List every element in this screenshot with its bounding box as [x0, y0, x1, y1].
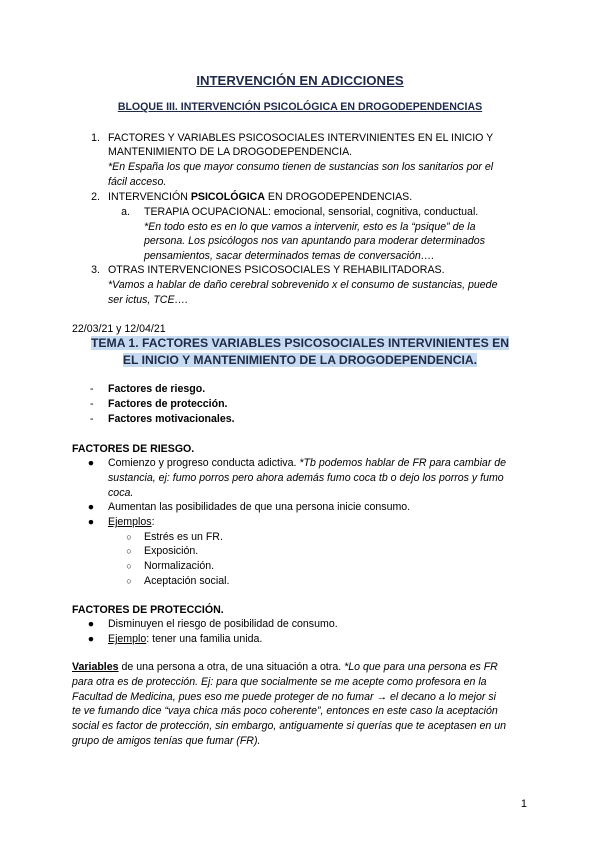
outline-item-3-note1: *Vamos a hablar de daño cerebral sobrevenido x el consumo de sustancias, puede	[108, 279, 498, 291]
outline-item-1-note1: *En España los que mayor consumo tienen de sustancias son los sanitarios por el	[108, 161, 494, 173]
proteccion-example-label: Ejemplo	[108, 633, 147, 645]
circle-bullet-icon: ○	[126, 532, 132, 542]
outline-sub-letter: a.	[121, 206, 130, 218]
variables-label: Variables	[72, 661, 119, 673]
outline-number-1: 1.	[91, 132, 100, 144]
variables-line1	[72, 660, 498, 675]
variables-line2: para otra es de protección. Ej: para que socialmente se me acepte como profesora en la	[72, 676, 487, 688]
riesgo-b1-text: Comienzo y progreso conducta adictiva.	[108, 457, 300, 469]
date-label: 22/03/21 y 12/04/21	[72, 323, 166, 335]
dash-marker: -	[90, 398, 94, 410]
outline-item-3-line1: OTRAS INTERVENCIONES PSICOSOCIALES Y REHABILITADORAS.	[108, 264, 445, 276]
outline-item-2-note2: persona. Los psicólogos nos van apuntando para moderar determinados	[144, 235, 485, 247]
variables-line3: Facultad de Medicina, pues eso me puede proteger de no fumar → el decano a lo mejor si	[72, 691, 496, 703]
variables-note1: *Lo que para una persona es FR	[344, 661, 498, 673]
proteccion-heading: FACTORES DE PROTECCIÓN.	[72, 604, 224, 616]
tema-line1: TEMA 1. FACTORES VARIABLES PSICOSOCIALES INTERVINIENTES EN	[90, 336, 510, 350]
example-item: Estrés es un FR.	[144, 531, 223, 543]
outline-item-1-line2: MANTENIMIENTO DE LA DROGODEPENDENCIA.	[108, 146, 353, 158]
riesgo-b1-note3: coca.	[108, 487, 134, 499]
bullet-icon: ●	[87, 457, 95, 469]
outline-item-2-pre: INTERVENCIÓN	[108, 191, 191, 203]
riesgo-b1-note2: sustancia, ej: fumo porros pero ahora además fumo coca tb o dejo los porros y fumo	[108, 472, 504, 484]
variables-text: de una persona a otra, de una situación a otra.	[118, 661, 345, 673]
outline-number-2: 2.	[91, 191, 100, 203]
variables-line6: grupo de amigos tenías que fumar (FR).	[72, 735, 261, 747]
example-item: Exposición.	[144, 545, 199, 557]
outline-item-1-note2: fácil acceso.	[108, 176, 167, 188]
outline-item-2-note3: pensamientos, sacar determinados temas de conversación….	[144, 250, 435, 262]
outline-item-2-line	[108, 190, 412, 205]
proteccion-bullet-2	[108, 632, 262, 647]
outline-item-2-note1: *En todo esto es en lo que vamos a intervenir, esto es la “psique” de la	[144, 221, 476, 233]
circle-bullet-icon: ○	[126, 546, 132, 556]
riesgo-bullet-1	[108, 456, 506, 471]
bullet-icon: ●	[87, 501, 95, 513]
outline-sub-text: TERAPIA OCUPACIONAL: emocional, sensorial, cognitiva, conductual.	[144, 206, 479, 218]
dash-item-2: Factores de protección.	[108, 398, 228, 410]
proteccion-example-text: : tener una familia unida.	[146, 633, 263, 645]
example-item: Normalización.	[144, 560, 215, 572]
bullet-icon: ●	[87, 633, 95, 645]
document-subtitle: BLOQUE III. INTERVENCIÓN PSICOLÓGICA EN DROGODEPENDENCIAS	[117, 101, 483, 113]
dash-marker: -	[90, 383, 94, 395]
outline-item-2-bold: PSICOLÓGICA	[190, 191, 265, 203]
riesgo-bullet-2: Aumentan las posibilidades de que una persona inicie consumo.	[108, 501, 411, 513]
dash-item-3: Factores motivacionales.	[108, 413, 235, 425]
outline-item-2-post: EN DROGODEPENDENCIAS.	[264, 191, 413, 203]
riesgo-examples-label: Ejemplos	[108, 516, 152, 528]
document-title: INTERVENCIÓN EN ADICCIONES	[196, 73, 404, 88]
riesgo-examples-colon: :	[151, 516, 155, 528]
variables-line5: social es factor de protección, sin embargo, antiguamente si querías que te aceptasen en un	[72, 720, 507, 732]
dash-marker: -	[90, 413, 94, 425]
riesgo-heading: FACTORES DE RIESGO.	[72, 443, 195, 455]
bullet-icon: ●	[87, 516, 95, 528]
circle-bullet-icon: ○	[126, 561, 132, 571]
tema-heading	[88, 335, 512, 369]
circle-bullet-icon: ○	[126, 576, 132, 586]
page-number: 1	[520, 798, 527, 810]
example-item: Aceptación social.	[144, 575, 230, 587]
outline-number-3: 3.	[91, 264, 100, 276]
variables-line4: te ve fumando dice “vaya chica más poco coherente”, entonces en este caso la aceptación	[72, 705, 498, 717]
riesgo-b1-note1: *Tb podemos hablar de FR para cambiar de	[299, 457, 507, 469]
outline-item-1-line1: FACTORES Y VARIABLES PSICOSOCIALES INTERVINIENTES EN EL INICIO Y	[108, 132, 494, 144]
dash-item-1: Factores de riesgo.	[108, 383, 206, 395]
proteccion-bullet-1: Disminuyen el riesgo de posibilidad de consumo.	[108, 618, 338, 630]
tema-line2: EL INICIO Y MANTENIMIENTO DE LA DROGODEPENDENCIA.	[122, 353, 478, 367]
bullet-icon: ●	[87, 618, 95, 630]
riesgo-bullet-3	[108, 515, 155, 530]
outline-item-3-note2: ser ictus, TCE….	[108, 294, 189, 306]
